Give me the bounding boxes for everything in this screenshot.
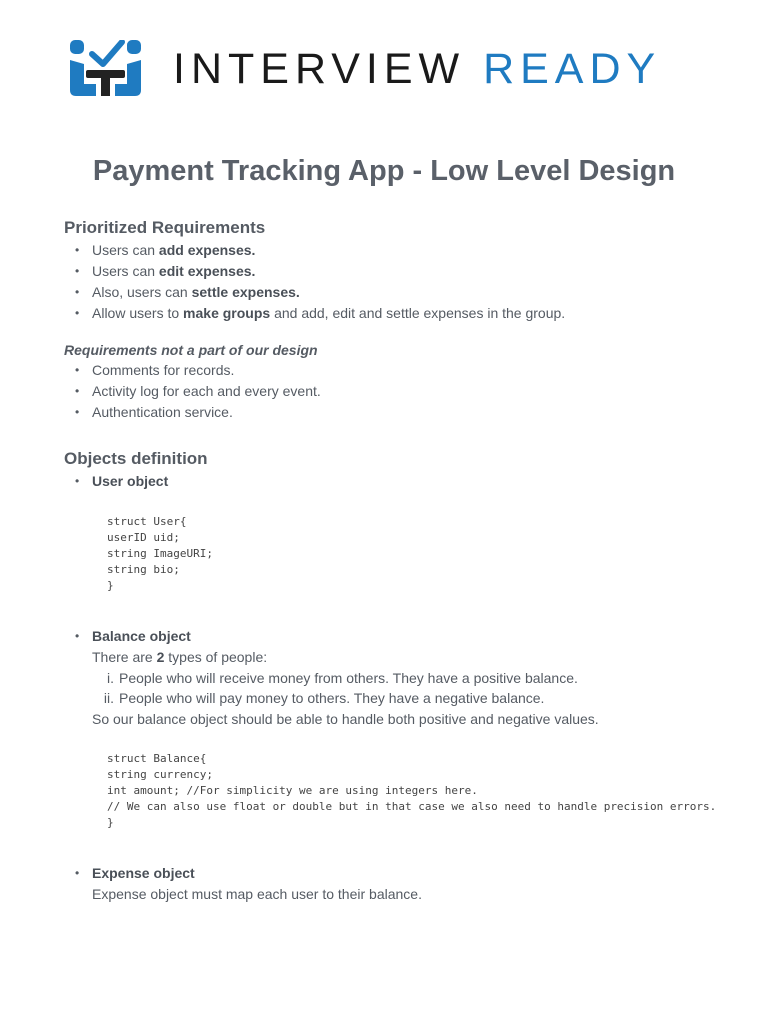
requirement-emphasis: settle expenses. [191, 284, 300, 300]
balance-intro-text-suffix: types of people: [164, 649, 268, 665]
requirement-emphasis: make groups [183, 305, 271, 321]
requirements-list [64, 240, 724, 324]
requirement-text: Allow users to [92, 305, 184, 321]
requirement-text-suffix: and add, edit and settle expenses in the group. [270, 305, 566, 321]
header [70, 40, 710, 98]
balance-type-text: People who will receive money from others. They have a positive balance. [119, 669, 578, 686]
requirement-emphasis: edit expenses. [158, 263, 256, 279]
requirement-item [64, 240, 724, 261]
balance-types-list [92, 668, 724, 709]
interview-ready-logo-icon [70, 40, 144, 98]
not-required-item: • Authentication service. [64, 402, 724, 423]
logo-word-ready: READY [483, 45, 662, 93]
object-name: • Expense object [92, 865, 195, 881]
object-name: • User object [92, 473, 169, 489]
balance-struct-code: struct Balance{ string currency; int amount; //For simplicity we are using integers here. // We can also use float or double but in that case we also need to handle precision errors. } [107, 752, 717, 829]
requirement-text: Users can [92, 242, 159, 258]
balance-type-item [92, 668, 724, 689]
user-struct-code: struct User{ userID uid; string ImageURI; string bio; } [107, 515, 213, 592]
logo-word-interview: INTERVIEW [173, 45, 466, 93]
object-name: • Balance object [92, 628, 191, 644]
not-required-list [64, 360, 724, 423]
list-numeral: i. [107, 669, 114, 686]
balance-type-text: People who will pay money to others. They have a negative balance. [119, 690, 545, 706]
objects-definition-heading: Objects definition [64, 449, 208, 468]
not-required-item: • Comments for records. [64, 360, 724, 381]
object-user [64, 471, 724, 594]
balance-conclusion: So our balance object should be able to handle both positive and negative values. [92, 710, 599, 727]
objects-list [64, 471, 724, 905]
balance-intro-count: 2 [156, 649, 165, 665]
requirement-item [64, 282, 724, 303]
expense-description: Expense object must map each user to their balance. [92, 886, 422, 902]
not-required-item: • Activity log for each and every event. [64, 381, 724, 402]
document-title: Payment Tracking App - Low Level Design [92, 155, 676, 187]
balance-intro-text: There are [92, 649, 157, 665]
requirement-text: Users can [92, 263, 159, 279]
interview-ready-logo-text [173, 45, 661, 93]
balance-intro [92, 647, 724, 668]
list-numeral: ii. [103, 690, 114, 706]
requirement-emphasis: add expenses. [158, 242, 256, 258]
not-required-heading: Requirements not a part of our design [64, 342, 318, 358]
requirement-text: Also, users can [92, 284, 192, 300]
object-expense [64, 863, 724, 905]
object-balance [64, 626, 724, 831]
requirement-item [64, 303, 724, 324]
prioritized-requirements-heading: Prioritized Requirements [64, 218, 266, 237]
balance-type-item [92, 688, 724, 709]
document-body [64, 210, 724, 905]
requirement-item [64, 261, 724, 282]
